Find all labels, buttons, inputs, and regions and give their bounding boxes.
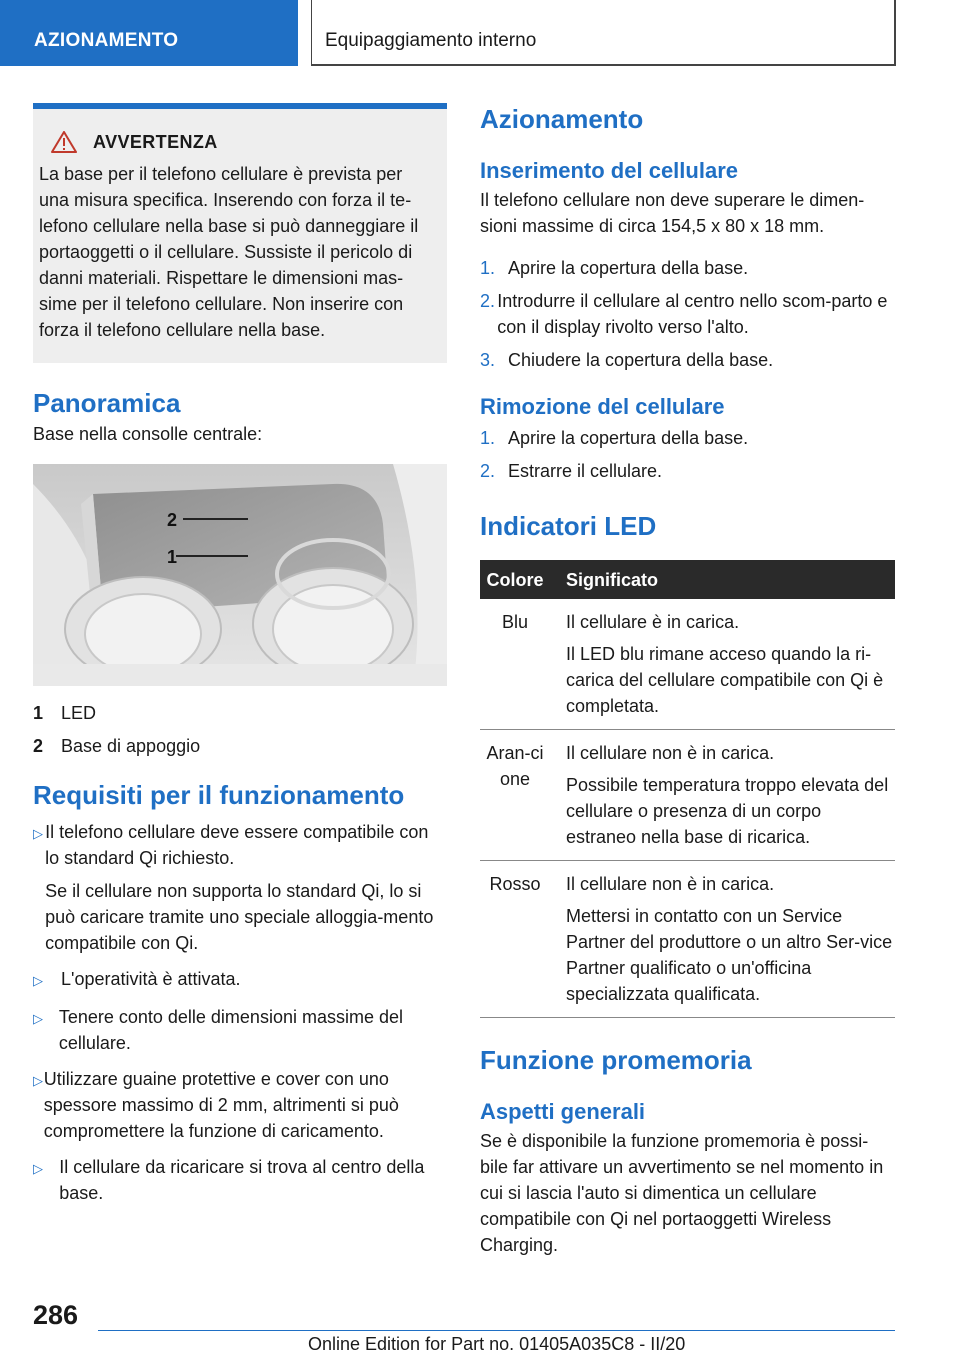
- footer-divider: [98, 1330, 895, 1331]
- inserimento-intro: Il telefono cellulare non deve superare le dimen-sioni massime di circa 154,5 x 80 x 18 mm.: [480, 190, 865, 236]
- list-item: ▷ Il telefono cellulare deve essere compatibile con lo standard Qi richiesto. Se il cellulare non supporta lo standard Qi, lo si può caricare tramite uno speciale alloggia-mento compatibile con Qi.: [33, 819, 447, 956]
- table-header-row: [480, 560, 895, 599]
- left-column: [33, 103, 447, 1216]
- figure-label-2: 2: [167, 510, 178, 530]
- right-column: [480, 103, 895, 1258]
- page-number: 286: [33, 1300, 79, 1330]
- section-tab: AZIONAMENTO: [0, 0, 298, 66]
- inserimento-heading: Inserimento del cellulare: [480, 158, 738, 183]
- table-row: Blu Il cellulare è in carica. Il LED blu rimane acceso quando la ri-carica del cellulare compatibile con Qi è completata.: [480, 599, 895, 730]
- figure-label-1: 1: [167, 547, 178, 567]
- triangle-bullet-icon: ▷: [33, 1161, 43, 1176]
- warning-text: La base per il telefono cellulare è prevista per una misura specifica. Inserendo con forza il te-lefono cellulare nella base si può danneggiare il portaoggetti o il cellulare. Sussiste il pericolo di danni materiali. Rispettare le dimensioni mas-sime per il telefono cellulare. Non inserire con forza il telefono cellulare nella base.: [39, 164, 419, 340]
- page-header: [0, 0, 960, 66]
- warning-title: AVVERTENZA: [93, 131, 218, 152]
- aspetti-heading: Aspetti generali: [480, 1099, 646, 1124]
- list-item: 2. Estrarre il cellulare.: [480, 461, 663, 481]
- edition-text: Online Edition for Part no. 01405A035C8 - II/20: [308, 1334, 686, 1354]
- table-row: Aran-cione Il cellulare non è in carica. Possibile temperatura troppo elevata del cellulare o presenza di un corpo estraneo nella base di ricarica.: [480, 730, 895, 861]
- triangle-bullet-icon: ▷: [33, 1011, 43, 1026]
- requisiti-heading: Requisiti per il funzionamento: [33, 780, 405, 810]
- list-item: ▷ Tenere conto delle dimensioni massime del cellulare.: [33, 1004, 447, 1056]
- panoramica-heading: Panoramica: [33, 388, 181, 418]
- figure-legend: [33, 700, 447, 759]
- promemoria-text: Se è disponibile la funzione promemoria è possi-bile far attivare un avvertimento se nel momento in cui si lascia l'auto si dimentica un cellulare compatibile con Qi nel portaoggetti Wireless Charging.: [480, 1131, 884, 1255]
- list-item: ▷ Utilizzare guaine protettive e cover con uno spessore massimo di 2 mm, altrimenti si può compromettere la funzione di caricamento.: [33, 1066, 447, 1144]
- chapter-title: Equipaggiamento interno: [311, 0, 896, 66]
- list-item: 1. Aprire la copertura della base.: [480, 428, 749, 448]
- list-item: 1. Aprire la copertura della base.: [480, 258, 749, 278]
- column-header-colore: Colore: [480, 560, 550, 599]
- inserimento-steps: [480, 255, 895, 373]
- console-illustration: [33, 464, 447, 686]
- console-figure: [33, 464, 447, 686]
- warning-header: [51, 131, 437, 153]
- legend-item: 2 Base di appoggio: [33, 736, 201, 756]
- triangle-bullet-icon: ▷: [33, 826, 43, 841]
- table-row: Rosso Il cellulare non è in carica. Mettersi in contatto con un Service Partner del produttore o un altro Ser-vice Partner qualificato o un'officina specializzata qualificata.: [480, 861, 895, 1018]
- column-header-significato: Significato: [550, 560, 895, 599]
- legend-item: 1 LED: [33, 703, 97, 723]
- rimozione-steps: [480, 425, 895, 484]
- azionamento-heading: Azionamento: [480, 104, 644, 134]
- panoramica-intro: Base nella consolle centrale:: [33, 424, 263, 444]
- list-item: ▷ Il cellulare da ricaricare si trova al centro della base.: [33, 1154, 447, 1206]
- list-item: ▷ L'operatività è attivata.: [33, 966, 447, 994]
- rimozione-heading: Rimozione del cellulare: [480, 394, 725, 419]
- led-table: [480, 560, 895, 1018]
- led-heading: Indicatori LED: [480, 511, 657, 541]
- promemoria-heading: Funzione promemoria: [480, 1045, 752, 1075]
- list-item: 3. Chiudere la copertura della base.: [480, 350, 774, 370]
- triangle-bullet-icon: ▷: [33, 1073, 43, 1088]
- list-item: 2. Introdurre il cellulare al centro nello scom-parto e con il display rivolto verso l'alto.: [480, 291, 888, 337]
- requisiti-list: [33, 819, 447, 1206]
- warning-box: [33, 103, 447, 363]
- triangle-bullet-icon: ▷: [33, 973, 43, 988]
- warning-triangle-icon: [51, 131, 77, 153]
